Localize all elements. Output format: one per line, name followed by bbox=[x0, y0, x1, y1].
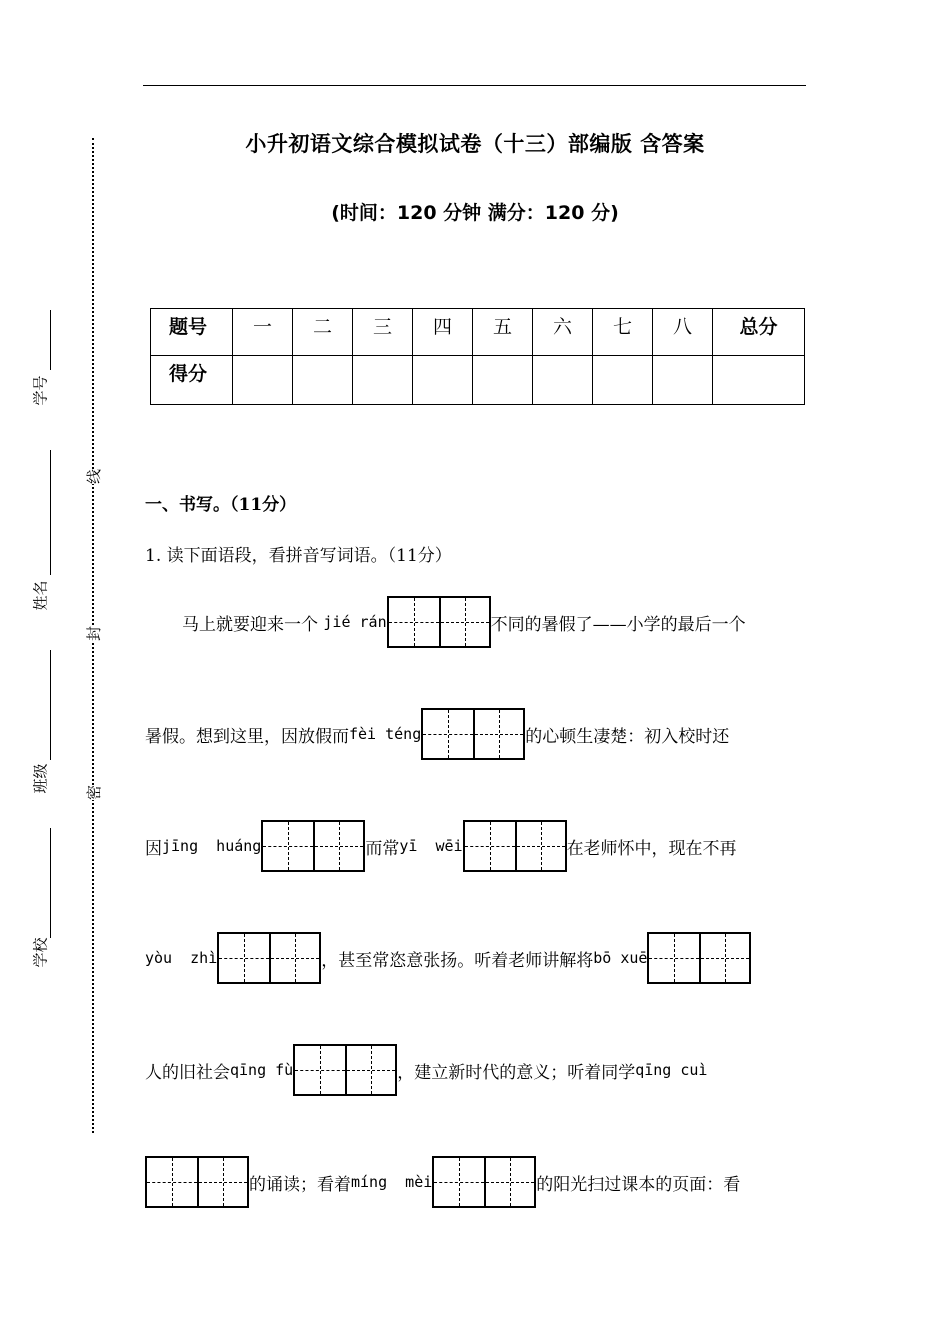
score-table bbox=[150, 308, 805, 405]
passage-line bbox=[145, 1154, 740, 1210]
header-cell: 七 bbox=[593, 309, 653, 356]
pinyin: qīng fù bbox=[230, 1061, 294, 1079]
answer-cell[interactable] bbox=[423, 710, 473, 758]
answer-cell[interactable] bbox=[699, 934, 749, 982]
answer-cell[interactable] bbox=[197, 1158, 247, 1206]
answer-cell[interactable] bbox=[649, 934, 699, 982]
passage-line bbox=[145, 706, 729, 762]
pinyin: jié rán bbox=[323, 613, 387, 631]
header-cell: 八 bbox=[653, 309, 713, 356]
pinyin: yòu zhì bbox=[145, 949, 218, 967]
score-cell[interactable] bbox=[353, 356, 413, 405]
answer-cell[interactable] bbox=[345, 1046, 395, 1094]
binding-mark-dense: 密 bbox=[85, 784, 104, 801]
answer-boxes[interactable] bbox=[261, 820, 365, 872]
score-cell[interactable] bbox=[713, 356, 805, 405]
answer-cell[interactable] bbox=[295, 1046, 345, 1094]
passage-text: 暑假。想到这里，因放假而 bbox=[145, 726, 349, 747]
answer-cell[interactable] bbox=[434, 1158, 484, 1206]
passage-text: 而常 bbox=[365, 838, 400, 859]
school-blank bbox=[50, 828, 51, 938]
answer-boxes[interactable] bbox=[293, 1044, 397, 1096]
answer-cell[interactable] bbox=[515, 822, 565, 870]
answer-cell[interactable] bbox=[269, 934, 319, 982]
header-cell: 总分 bbox=[713, 309, 805, 356]
pinyin: bō xuē bbox=[593, 949, 648, 967]
score-cell[interactable] bbox=[593, 356, 653, 405]
header-cell: 五 bbox=[473, 309, 533, 356]
header-cell: 二 bbox=[293, 309, 353, 356]
score-cell[interactable] bbox=[293, 356, 353, 405]
score-table-header-row bbox=[151, 309, 805, 356]
label-class: 班级 bbox=[31, 763, 50, 794]
score-table-score-row bbox=[151, 356, 805, 405]
answer-cell[interactable] bbox=[147, 1158, 197, 1206]
passage-text: 的诵读；看着 bbox=[249, 1174, 351, 1195]
score-cell[interactable] bbox=[413, 356, 473, 405]
passage-text: 马上就要迎来一个 bbox=[182, 614, 318, 635]
header-cell: 三 bbox=[353, 309, 413, 356]
class-blank bbox=[50, 650, 51, 760]
label-name: 姓名 bbox=[31, 580, 50, 611]
answer-cell[interactable] bbox=[484, 1158, 534, 1206]
header-rule bbox=[143, 85, 806, 86]
answer-cell[interactable] bbox=[465, 822, 515, 870]
answer-boxes[interactable] bbox=[432, 1156, 536, 1208]
label-school: 学校 bbox=[31, 937, 50, 968]
answer-cell[interactable] bbox=[219, 934, 269, 982]
header-cell: 六 bbox=[533, 309, 593, 356]
binding-mark-line: 线 bbox=[85, 468, 104, 485]
pinyin: míng mèi bbox=[351, 1173, 433, 1191]
label-student-id: 学号 bbox=[31, 375, 50, 406]
score-cell[interactable] bbox=[473, 356, 533, 405]
passage-text: 因 bbox=[145, 838, 162, 859]
passage-text: 的阳光扫过课本的页面：看 bbox=[536, 1174, 741, 1195]
header-cell: 四 bbox=[413, 309, 473, 356]
header-cell: 一 bbox=[233, 309, 293, 356]
student-id-blank bbox=[50, 310, 51, 370]
passage-text: ，甚至常恣意张扬。听着老师讲解将 bbox=[321, 950, 594, 971]
passage-line bbox=[145, 930, 751, 986]
answer-boxes[interactable] bbox=[217, 932, 321, 984]
answer-cell[interactable] bbox=[439, 598, 489, 646]
section-heading: 一、书写。（11分） bbox=[145, 495, 297, 515]
score-cell[interactable] bbox=[533, 356, 593, 405]
header-cell: 题号 bbox=[151, 309, 233, 356]
passage-text: ，建立新时代的意义；听着同学 bbox=[397, 1062, 636, 1083]
answer-boxes[interactable] bbox=[421, 708, 525, 760]
answer-cell[interactable] bbox=[473, 710, 523, 758]
question-prompt: 1. 读下面语段，看拼音写词语。（11分） bbox=[145, 546, 452, 566]
answer-cell[interactable] bbox=[263, 822, 313, 870]
passage-text: 不同的暑假了——小学的最后一个 bbox=[490, 614, 746, 635]
passage-text: 的心顿生凄楚：初入校时还 bbox=[525, 726, 730, 747]
passage-text: 在老师怀中，现在不再 bbox=[566, 838, 737, 859]
pinyin: yī wēi bbox=[399, 837, 463, 855]
answer-boxes[interactable] bbox=[463, 820, 567, 872]
pinyin: jīng huáng bbox=[162, 837, 262, 855]
passage-text: 人的旧社会 bbox=[145, 1062, 230, 1083]
score-cell[interactable] bbox=[653, 356, 713, 405]
binding-mark-seal: 封 bbox=[85, 625, 104, 642]
pinyin: fèi téng bbox=[349, 725, 422, 743]
page-title: 小升初语文综合模拟试卷（十三）部编版 含答案 bbox=[245, 132, 705, 156]
answer-cell[interactable] bbox=[313, 822, 363, 870]
passage-line bbox=[145, 818, 737, 874]
pinyin: qīng cuì bbox=[635, 1061, 708, 1079]
answer-cell[interactable] bbox=[389, 598, 439, 646]
passage-line bbox=[145, 1042, 707, 1098]
score-cell[interactable] bbox=[233, 356, 293, 405]
passage-line bbox=[182, 594, 746, 650]
answer-boxes[interactable] bbox=[647, 932, 751, 984]
row-label: 得分 bbox=[151, 356, 233, 405]
answer-boxes[interactable] bbox=[145, 1156, 249, 1208]
answer-boxes[interactable] bbox=[387, 596, 491, 648]
name-blank bbox=[50, 450, 51, 575]
exam-info: (时间：120 分钟 满分：120 分) bbox=[331, 202, 619, 224]
